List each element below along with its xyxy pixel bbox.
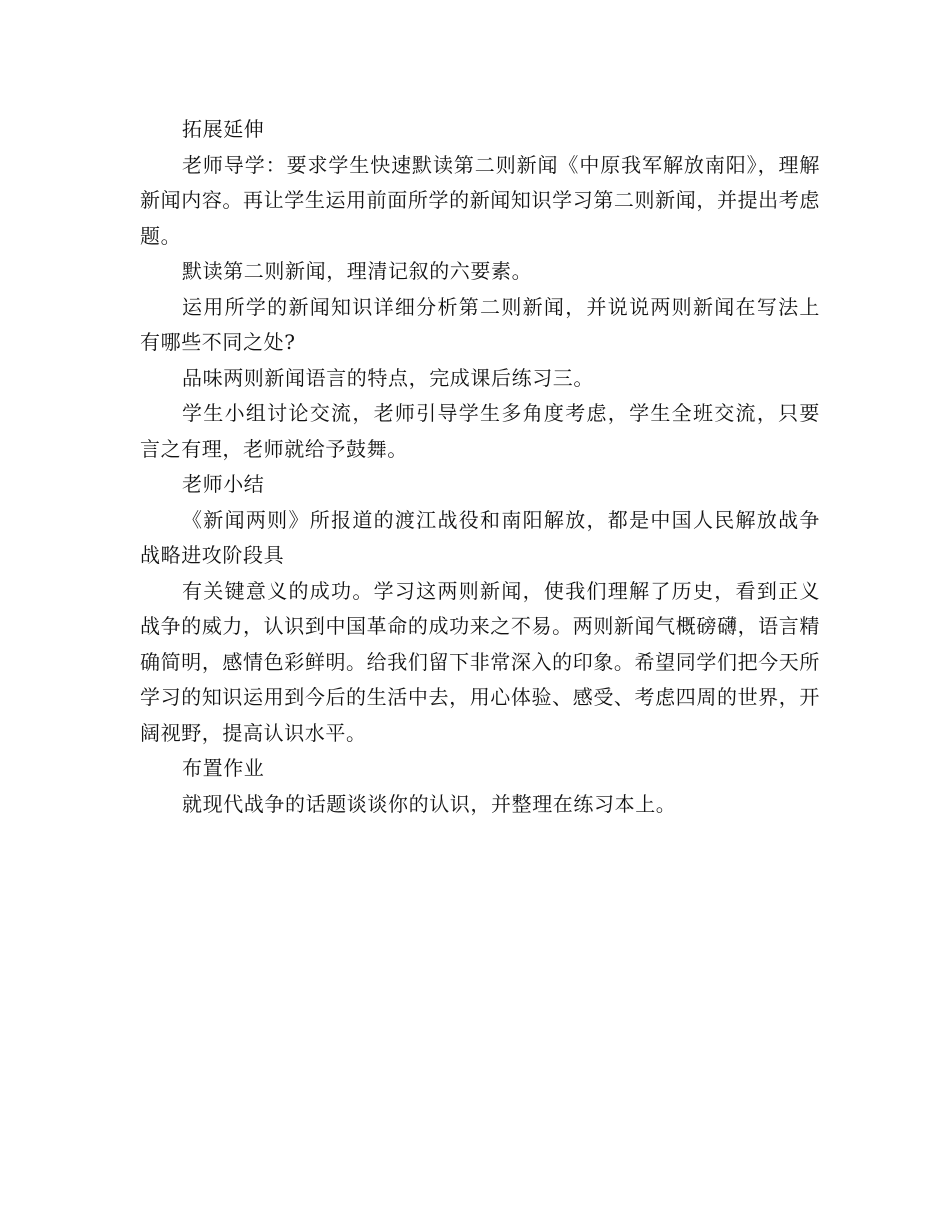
paragraph-language-features: 品味两则新闻语言的特点，完成课后练习三。 [182, 365, 594, 390]
heading-teacher-summary: 老师小结 [182, 472, 265, 496]
paragraph-analysis: 运用所学的新闻知识详细分析第二则新闻，并说说两则新闻在写法上有哪些不同之处? [140, 294, 820, 354]
paragraph-group-discussion: 学生小组讨论交流，老师引导学生多角度考虑，学生全班交流，只要言之有理，老师就给予鼓舞。 [140, 401, 820, 461]
paragraph-teacher-guidance: 老师导学：要求学生快速默读第二则新闻《中原我军解放南阳》，理解新闻内容。再让学生运用前面所学的新闻知识学习第二则新闻，并提出考虑题。 [140, 152, 820, 248]
paragraph-silent-reading: 默读第二则新闻，理清记叙的六要素。 [182, 259, 533, 283]
paragraph-summary-part-1: 《新闻两则》所报道的渡江战役和南阳解放，都是中国人民解放战争战略进攻阶段具 [140, 507, 820, 567]
heading-extension: 拓展延伸 [182, 117, 265, 141]
paragraph-homework: 就现代战争的话题谈谈你的认识，并整理在练习本上。 [182, 791, 677, 816]
document-body [140, 112, 820, 822]
heading-homework: 布置作业 [182, 756, 265, 780]
paragraph-summary-part-2: 有关键意义的成功。学习这两则新闻，使我们理解了历史，看到正义战争的威力，认识到中国革命的成功来之不易。两则新闻气概磅礴，语言精确简明，感情色彩鲜明。给我们留下非常深入的印象。希望同学们把今天所学习的知识运用到今后的生活中去，用心体验、感受、考虑四周的世界，开阔视野，提高认识水平。 [140, 578, 820, 745]
